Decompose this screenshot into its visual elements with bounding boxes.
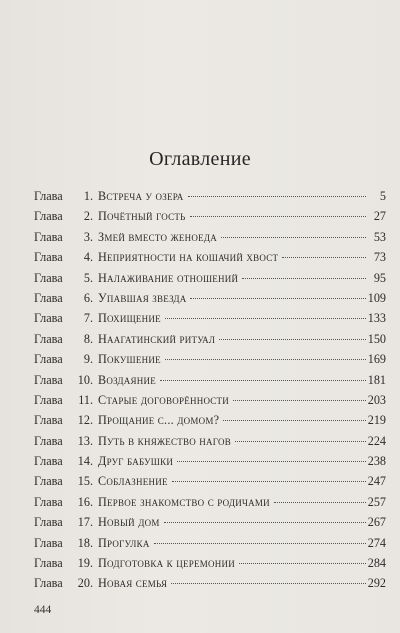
chapter-page-number: 73 bbox=[373, 250, 386, 265]
toc-entry bbox=[34, 268, 386, 288]
dot-leader bbox=[190, 216, 366, 217]
chapter-word: Глава bbox=[34, 474, 63, 489]
chapter-title: Подготовка к церемонии bbox=[98, 556, 235, 571]
toc-entry bbox=[34, 370, 386, 390]
chapter-title: Похищение bbox=[98, 311, 161, 326]
chapter-title: Встреча у озера bbox=[98, 189, 184, 203]
chapter-word: Глава bbox=[34, 270, 63, 285]
chapter-number: 5. bbox=[83, 270, 93, 285]
toc-entry bbox=[34, 247, 386, 267]
chapter-title: Наагатинский ритуал bbox=[98, 331, 216, 346]
chapter-page-number: 224 bbox=[367, 433, 386, 448]
chapter-title: Прощание с... домом? bbox=[98, 413, 220, 428]
chapter-page-number: 109 bbox=[367, 290, 386, 305]
chapter-title: Соблазнение bbox=[98, 474, 168, 489]
chapter-page-number: 169 bbox=[367, 352, 386, 367]
toc-entry bbox=[34, 492, 386, 512]
chapter-word: Глава bbox=[34, 290, 63, 305]
chapter-page-number: 292 bbox=[367, 576, 386, 591]
chapter-number: 20. bbox=[77, 576, 93, 591]
chapter-title: Первое знакомство с родичами bbox=[98, 494, 270, 509]
chapter-page-number: 238 bbox=[367, 454, 386, 469]
chapter-word: Глава bbox=[34, 515, 63, 530]
toc-entry bbox=[34, 390, 386, 410]
toc-entry bbox=[34, 308, 386, 328]
dot-leader bbox=[165, 359, 366, 360]
toc-entry bbox=[34, 288, 386, 308]
toc-entry bbox=[34, 186, 386, 206]
chapter-title: Новая семья bbox=[98, 576, 168, 591]
toc-entry bbox=[34, 451, 386, 471]
chapter-title: Друг бабушки bbox=[98, 454, 174, 469]
chapter-number: 1. bbox=[83, 189, 93, 203]
dot-leader bbox=[282, 257, 366, 258]
chapter-page-number: 284 bbox=[367, 556, 386, 571]
chapter-word: Глава bbox=[34, 433, 63, 448]
dot-leader bbox=[165, 318, 366, 319]
chapter-word: Глава bbox=[34, 413, 63, 428]
dot-leader bbox=[239, 563, 366, 564]
toc-entry bbox=[34, 573, 386, 593]
chapter-word: Глава bbox=[34, 494, 63, 509]
chapter-number: 10. bbox=[77, 372, 93, 387]
toc-entry bbox=[34, 553, 386, 573]
dot-leader bbox=[235, 441, 366, 442]
chapter-page-number: 133 bbox=[367, 311, 386, 326]
chapter-title: Новый дом bbox=[98, 515, 160, 530]
chapter-word: Глава bbox=[34, 229, 63, 244]
chapter-title: Покушение bbox=[98, 352, 161, 367]
chapter-page-number: 5 bbox=[379, 189, 386, 203]
chapter-word: Глава bbox=[34, 250, 63, 265]
dot-leader bbox=[233, 400, 366, 401]
chapter-number: 14. bbox=[77, 454, 93, 469]
chapter-page-number: 53 bbox=[373, 229, 386, 244]
chapter-page-number: 27 bbox=[373, 209, 386, 224]
chapter-word: Глава bbox=[34, 372, 63, 387]
toc-entry bbox=[34, 227, 386, 247]
chapter-number: 7. bbox=[83, 311, 93, 326]
dot-leader bbox=[190, 298, 365, 299]
chapter-word: Глава bbox=[34, 392, 63, 407]
dot-leader bbox=[221, 237, 366, 238]
toc-entry bbox=[34, 410, 386, 430]
toc-entry bbox=[34, 471, 386, 491]
chapter-word: Глава bbox=[34, 311, 63, 326]
chapter-title: Прогулка bbox=[98, 535, 150, 550]
chapter-page-number: 203 bbox=[367, 392, 386, 407]
toc-heading: Оглавление bbox=[149, 148, 251, 170]
chapter-word: Глава bbox=[34, 556, 63, 571]
chapter-number: 12. bbox=[77, 413, 93, 428]
chapter-number: 16. bbox=[77, 494, 93, 509]
chapter-number: 8. bbox=[83, 331, 93, 346]
toc-entry bbox=[34, 206, 386, 226]
chapter-word: Глава bbox=[34, 331, 63, 346]
chapter-title: Воздаяние bbox=[98, 372, 156, 387]
chapter-number: 19. bbox=[77, 556, 93, 571]
dot-leader bbox=[242, 278, 366, 279]
dot-leader bbox=[177, 461, 366, 462]
dot-leader bbox=[160, 380, 366, 381]
chapter-title: Змей вместо женоеда bbox=[98, 229, 218, 244]
chapter-page-number: 247 bbox=[367, 474, 386, 489]
dot-leader bbox=[274, 502, 366, 503]
chapter-title: Налаживание отношений bbox=[98, 270, 239, 285]
dot-leader bbox=[171, 583, 365, 584]
chapter-page-number: 219 bbox=[367, 413, 386, 428]
chapter-title: Путь в княжество нагов bbox=[98, 433, 232, 448]
chapter-page-number: 181 bbox=[367, 372, 386, 387]
chapter-number: 9. bbox=[83, 352, 93, 367]
chapter-word: Глава bbox=[34, 535, 63, 550]
toc-entry bbox=[34, 329, 386, 349]
chapter-number: 18. bbox=[77, 535, 93, 550]
chapter-number: 6. bbox=[83, 290, 93, 305]
chapter-number: 3. bbox=[83, 229, 93, 244]
chapter-page-number: 150 bbox=[367, 331, 386, 346]
chapter-number: 17. bbox=[77, 515, 93, 530]
toc-entry bbox=[34, 533, 386, 553]
toc-entry bbox=[34, 431, 386, 451]
toc-entry bbox=[34, 349, 386, 369]
chapter-title: Почётный гость bbox=[98, 209, 186, 224]
chapter-number: 15. bbox=[77, 474, 93, 489]
dot-leader bbox=[172, 481, 366, 482]
chapter-word: Глава bbox=[34, 189, 63, 203]
dot-leader bbox=[219, 339, 365, 340]
chapter-number: 13. bbox=[77, 433, 93, 448]
chapter-word: Глава bbox=[34, 454, 63, 469]
chapter-page-number: 95 bbox=[373, 270, 386, 285]
dot-leader bbox=[154, 543, 366, 544]
toc-entry bbox=[34, 512, 386, 532]
chapter-word: Глава bbox=[34, 209, 63, 224]
page-number: 444 bbox=[34, 604, 52, 616]
chapter-page-number: 257 bbox=[367, 494, 386, 509]
chapter-title: Упавшая звезда bbox=[98, 290, 187, 305]
chapter-number: 11. bbox=[78, 392, 93, 407]
chapter-number: 2. bbox=[83, 209, 93, 224]
chapter-page-number: 267 bbox=[367, 515, 386, 530]
chapter-word: Глава bbox=[34, 352, 63, 367]
chapter-page-number: 274 bbox=[367, 535, 386, 550]
chapter-number: 4. bbox=[83, 250, 93, 265]
dot-leader bbox=[223, 420, 365, 421]
dot-leader bbox=[164, 522, 366, 523]
chapter-title: Старые договорённости bbox=[98, 392, 230, 407]
chapter-word: Глава bbox=[34, 576, 63, 591]
dot-leader bbox=[188, 196, 366, 197]
chapter-title: Неприятности на кошачий хвост bbox=[98, 250, 279, 265]
table-of-contents bbox=[34, 186, 386, 594]
